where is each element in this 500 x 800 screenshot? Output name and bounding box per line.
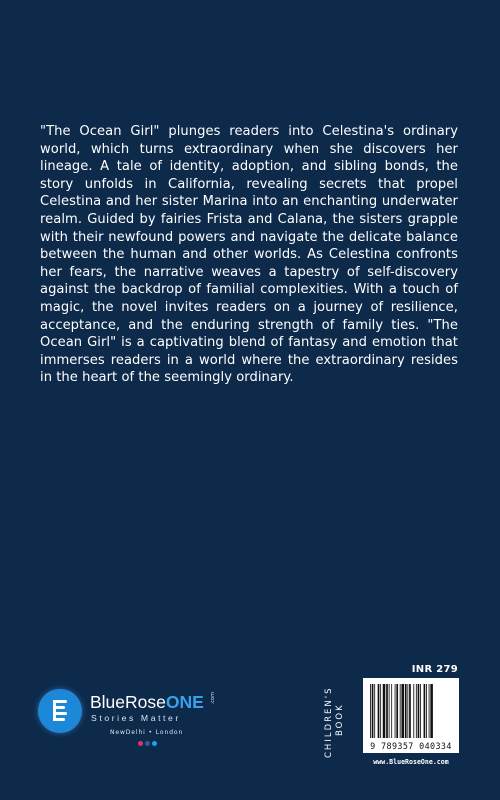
publisher-tagline: Stories Matter [91, 713, 181, 723]
social-icons [138, 741, 157, 746]
publisher-locations: NewDelhi • London [110, 729, 184, 736]
genre-line2: BOOK [335, 703, 345, 736]
publisher-name [90, 692, 204, 713]
facebook-icon [145, 741, 150, 746]
barcode-bars [369, 684, 453, 740]
back-cover-blurb: "The Ocean Girl" plunges readers into Celestina's ordinary world, which turns extraordinary when she discovers her lineage. A tale of identity, adoption, and sibling bonds, the story unfolds in California, revealing secrets that propel Celestina and her sister Marina into an enchanting underwater realm. Guided by fairies Frista and Calana, the sisters grapple with their newfound powers and navigate the delicate balance between the human and other worlds. As Celestina confronts her fears, the narrative weaves a tapestry of self-discovery against the backdrop of familial complexities. With a touch of magic, the novel invites readers on a journey of resilience, acceptance, and the enduring strength of family ties. "The Ocean Girl" is a captivating blend of fantasy and emotion that immerses readers in a world where the extraordinary resides in the heart of the seemingly ordinary. [40, 124, 458, 386]
publisher-domain-suffix: .com [210, 692, 216, 705]
bluerose-b-icon [38, 689, 82, 733]
instagram-icon [138, 741, 143, 746]
genre-label [322, 678, 358, 758]
publisher-logo [38, 686, 238, 756]
publisher-name-part1: BlueRose [90, 692, 166, 712]
publisher-name-part2: ONE [165, 692, 204, 712]
barcode [363, 678, 459, 753]
price-label: INR 279 [411, 664, 458, 675]
publisher-website: www.BlueRoseOne.com [373, 758, 449, 766]
genre-line1: CHILDREN'S [324, 686, 334, 758]
twitter-icon [152, 741, 157, 746]
isbn-number: 9 789357 040334 [370, 741, 452, 751]
